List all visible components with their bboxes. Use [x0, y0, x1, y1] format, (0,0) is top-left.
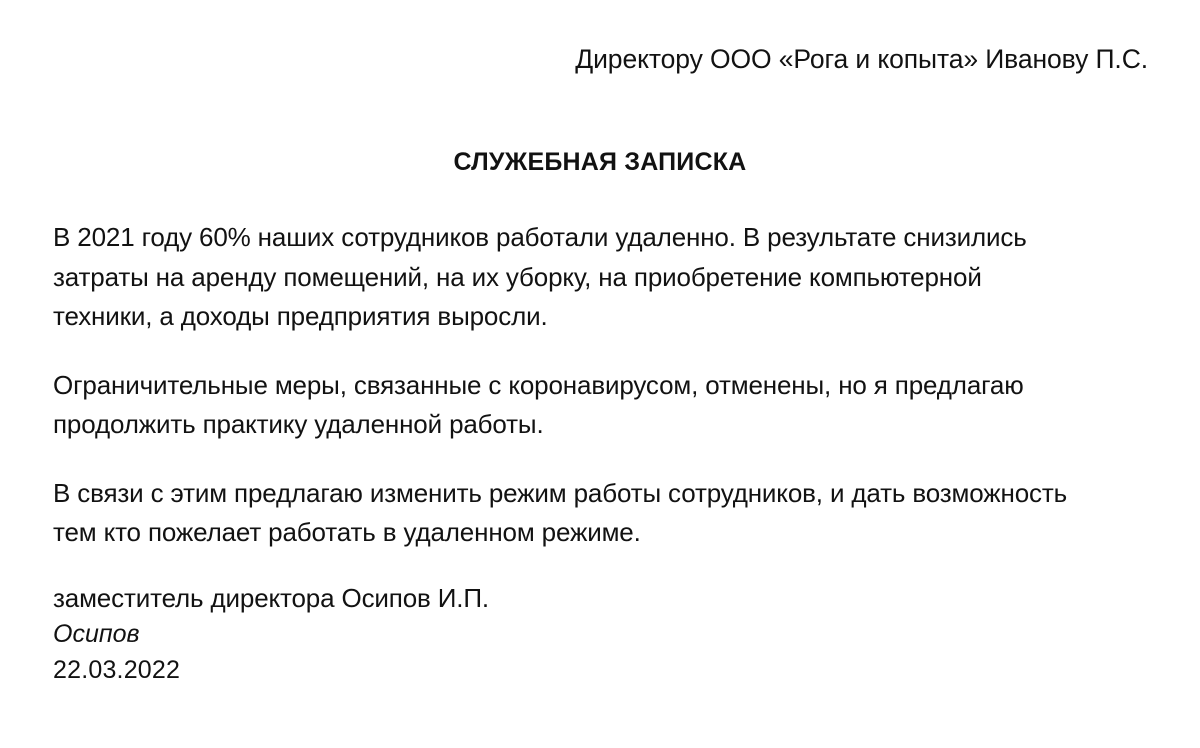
document-title: СЛУЖЕБНАЯ ЗАПИСКА	[453, 148, 747, 176]
paragraph-1-line-2: затраты на аренду помещений, на их уборку, на приобретение компьютерной	[53, 261, 982, 292]
paragraph-1-line-1: В 2021 году 60% наших сотрудников работали удаленно. В результате снизились	[53, 222, 1027, 252]
paragraph-2-line-2: продолжить практику удаленной работы.	[53, 409, 544, 439]
paragraph-2	[53, 366, 1157, 445]
paragraph-3	[53, 474, 1157, 553]
paragraph-3-line-2: тем кто пожелает работать в удаленном режиме.	[53, 517, 641, 547]
handwritten-signature: Осипов	[53, 620, 140, 648]
paragraph-2-line-1: Ограничительные меры, связанные с коронавирусом, отменены, но я предлагаю	[53, 369, 1024, 400]
paragraph-1	[53, 218, 1157, 337]
signature-block	[53, 580, 1157, 688]
paragraph-1-line-3: техники, а доходы предприятия выросли.	[53, 301, 548, 331]
document-body	[53, 218, 1157, 553]
signature-date: 22.03.2022	[53, 656, 181, 684]
paragraph-3-line-1: В связи с этим предлагаю изменить режим работы сотрудников, и дать возможность	[53, 477, 1068, 508]
signatory-position-and-name: заместитель директора Осипов И.П.	[53, 583, 489, 613]
addressee-line: Директору ООО «Рога и копыта» Иванову П.С.	[575, 44, 1148, 74]
